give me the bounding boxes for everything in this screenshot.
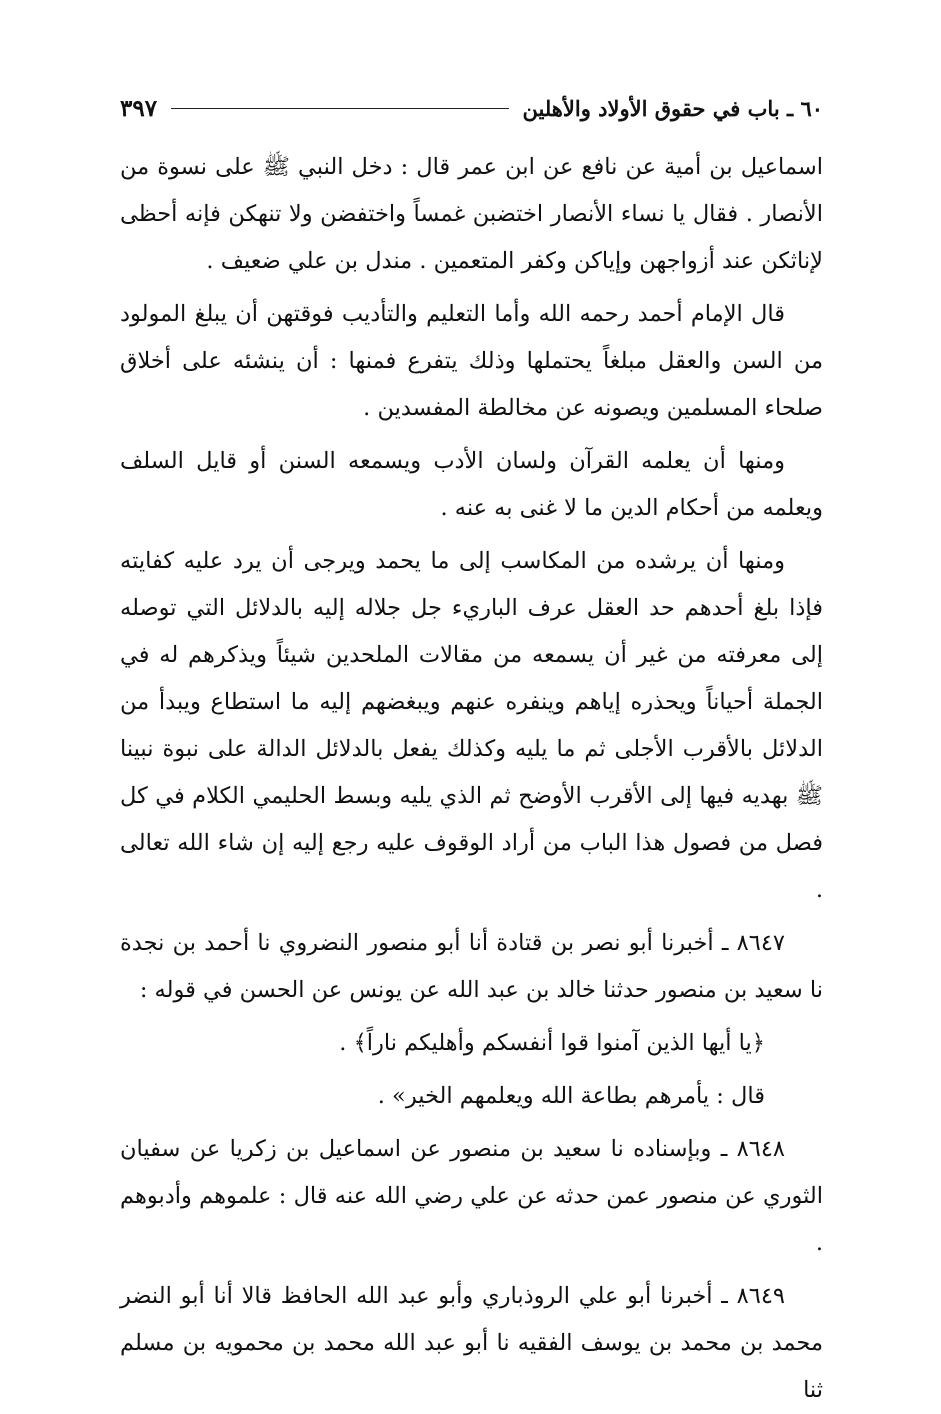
paragraph-education: قال الإمام أحمد رحمه الله وأما التعليم والتأديب فوقتهن أن يبلغ المولود من السن والعقل مبلغاً يحتملها وذلك يتفرع فمنها : أن ينشئه على أخلاق صلحاء المسلمين ويصونه عن مخالطة المفسدين . xyxy=(120,301,823,421)
header-rule xyxy=(171,108,508,109)
narration-8648: ٨٦٤٨ ـ وبإسناده نا سعيد بن منصور عن اسماعيل بن زكريا عن سفيان الثوري عن منصور عمن حدثه عن علي رضي الله عنه قال : علموهم وأدبوهم . xyxy=(120,1136,823,1256)
verse-commentary: قال : يأمرهم بطاعة الله ويعلمهم الخير» . xyxy=(377,1083,765,1109)
quran-verse: ﴿يا أيها الذين آمنوا قوا أنفسكم وأهليكم ناراً﴾ . xyxy=(339,1030,765,1056)
chapter-title: ٦٠ ـ باب في حقوق الأولاد والأهلين xyxy=(522,95,823,121)
paragraph-quran-teaching: ومنها أن يعلمه القرآن ولسان الأدب ويسمعه السنن أو قايل السلف ويعلمه من أحكام الدين ما لا غنى به عنه . xyxy=(120,448,823,521)
page-number: ٣٩٧ xyxy=(120,94,158,122)
running-header xyxy=(120,88,823,128)
narration-8649: ٨٦٤٩ ـ أخبرنا أبو علي الروذباري وأبو عبد الله الحافظ قالا أنا أبو النضر محمد بن محمد بن يوسف الفقيه نا أبو عبد الله محمد بن محمويه بن مسلم ثنا xyxy=(120,1283,823,1403)
paragraph-guidance: ومنها أن يرشده من المكاسب إلى ما يحمد ويرجى أن يرد عليه كفايته فإذا بلغ أحدهم حد العقل عرف الباريء جل جلاله إليه بالدلائل التي توصله إلى معرفته من غير أن يسمعه من مقالات الملحدين شيئاً ويذكرهم له في الجملة أحياناً ويحذره إياهم وينفره عنهم ويبغضهم إليه ما استطاع ويبدأ من الدلائل بالأقرب الأجلى ثم ما يليه وكذلك يفعل بالدلائل الدالة على نبوة نبينا ﷺ بهديه فيها إلى الأقرب الأوضح ثم الذي يليه وبسط الحليمي الكلام في كل فصل من فصول هذا الباب من أراد الوقوف عليه رجع إليه إن شاء الله تعالى . xyxy=(120,548,823,903)
paragraph-continuation: اسماعيل بن أمية عن نافع عن ابن عمر قال : دخل النبي ﷺ على نسوة من الأنصار . فقال يا نساء الأنصار اختضبن غمساً واختفضن ولا تنهكن فإنه أحظى لإناثكن عند أزواجهن وإياكن وكفر المتعمين . مندل بن علي ضعيف . xyxy=(120,154,823,274)
page-body xyxy=(120,144,823,1414)
narration-8647: ٨٦٤٧ ـ أخبرنا أبو نصر بن قتادة أنا أبو منصور النضروي نا أحمد بن نجدة نا سعيد بن منصور حدثنا خالد بن عبد الله عن يونس عن الحسن في قوله : xyxy=(120,930,823,1003)
